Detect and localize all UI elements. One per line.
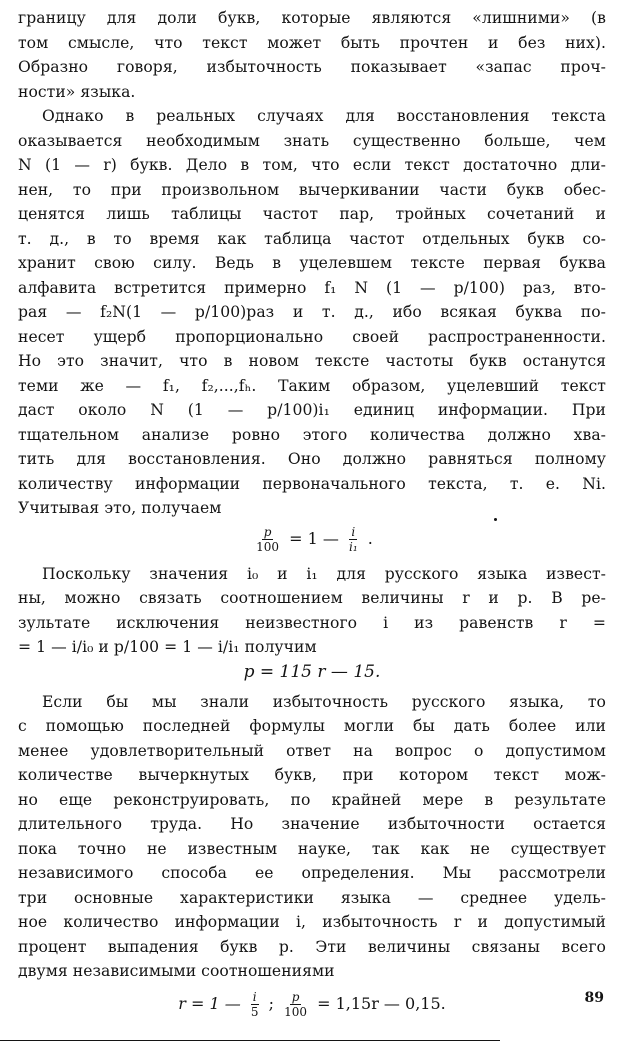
text-line: Но это значит, что в новом тексте частоты букв останутся [18, 352, 606, 370]
formula-3 [18, 990, 606, 1019]
paragraph-1 [18, 6, 606, 104]
text-line: длительного труда. Но значение избыточности остается [18, 815, 606, 833]
text-line: зультате исключения неизвестного i из равенств r = [18, 613, 606, 632]
text-line: оказывается необходимым знать существенно больше, чем [18, 131, 606, 150]
text-line: ное количество информации i, избыточность r и допустимый [18, 913, 606, 931]
text-line: теми же — f₁, f₂,...,fₕ. Таким образом, уцелевший текст [18, 376, 606, 395]
denominator: i₁ [349, 539, 358, 554]
text-line: том смысле, что текст может быть прочтен и без них). [18, 33, 606, 52]
fraction [347, 525, 360, 554]
text-line: процент выпадения букв p. Эти величины связаны всего [18, 937, 606, 956]
text-line: т. д., в то время как таблица частот отдельных букв со- [18, 229, 606, 248]
text-line: количеству информации первоначального текста, т. е. Ni. [18, 474, 606, 493]
text-line: даст около N (1 — p/100)i₁ единиц информации. При [18, 401, 606, 419]
fraction [249, 990, 261, 1019]
text-line: двумя независимыми соотношениями [18, 962, 335, 980]
text-line: алфавита встретится примерно f₁ N (1 — p/100) раз, вто- [18, 278, 606, 297]
text-line: Если бы мы знали избыточность русского языка, то [42, 692, 606, 711]
numerator: i [252, 989, 257, 1004]
paragraph-2 [18, 104, 606, 521]
print-speck [494, 518, 497, 521]
formula-text: = 1,15r — 0,15. [317, 993, 446, 1013]
text-line: хранит свою силу. Ведь в уцелевшем тексте первая буква [18, 254, 606, 272]
text-line: независимого способа ее определения. Мы рассмотрели [18, 864, 606, 882]
fraction [254, 525, 281, 554]
text-line: границу для доли букв, которые являются «лишними» (в [18, 9, 606, 27]
paragraph-3 [18, 562, 606, 660]
numerator: p [263, 524, 272, 539]
paragraph-4 [18, 690, 606, 984]
text-line: менее удовлетворительный ответ на вопрос о допустимом [18, 741, 606, 760]
denominator: 100 [256, 539, 280, 554]
text-line: рая — f₂N(1 — p/100)раз и т. д., ибо всякая буква по- [18, 303, 606, 321]
text-line: Однако в реальных случаях для восстановления текста [42, 107, 606, 125]
formula-text: r = 1 — [178, 993, 241, 1013]
text-line: нен, то при произвольном вычеркивании части букв обес- [18, 180, 606, 199]
text-line: пока точно не известным науке, так как не существует [18, 839, 606, 858]
bottom-rule [0, 1040, 500, 1041]
text-line: тить для восстановления. Оно должно равняться полному [18, 450, 606, 468]
text-line: ценятся лишь таблицы частот пар, тройных сочетаний и [18, 205, 606, 223]
formula-text: = 1 — [289, 528, 339, 548]
formula-1 [18, 525, 606, 554]
formula-end: . [367, 528, 373, 548]
text-line: тщательном анализе ровно этого количества должно хва- [18, 425, 606, 444]
text-line: но еще реконструировать, по крайней мере в результате [18, 790, 606, 809]
text-line: ны, можно связать соотношением величины r и p. В ре- [18, 589, 606, 607]
text-line: Поскольку значения i₀ и i₁ для русского языка извест- [42, 564, 606, 583]
text-line: = 1 — i/i₀ и p/100 = 1 — i/i₁ получим [18, 638, 317, 656]
text-line: ности» языка. [18, 82, 136, 101]
text-line: N (1 — r) букв. Дело в том, что если текст достаточно дли- [18, 156, 606, 174]
text-line: количестве вычеркнутых букв, при котором текст мож- [18, 766, 606, 784]
text-line: три основные характеристики языка — среднее удель- [18, 888, 606, 907]
formula-separator: ; [268, 993, 274, 1013]
denominator: 5 [250, 1004, 259, 1019]
denominator: 100 [284, 1004, 307, 1019]
text-line: Образно говоря, избыточность показывает «запас проч- [18, 58, 606, 76]
formula-2: p = 115 r — 15. [243, 661, 381, 682]
fraction [282, 990, 309, 1019]
page-number: 89 [584, 990, 604, 1006]
text-line: несет ущерб пропорционально своей распространенности. [18, 327, 606, 346]
numerator: p [291, 989, 300, 1004]
numerator: i [351, 524, 356, 539]
text-line: Учитывая это, получаем [18, 499, 222, 517]
text-line: с помощью последней формулы могли бы дать более или [18, 717, 606, 735]
